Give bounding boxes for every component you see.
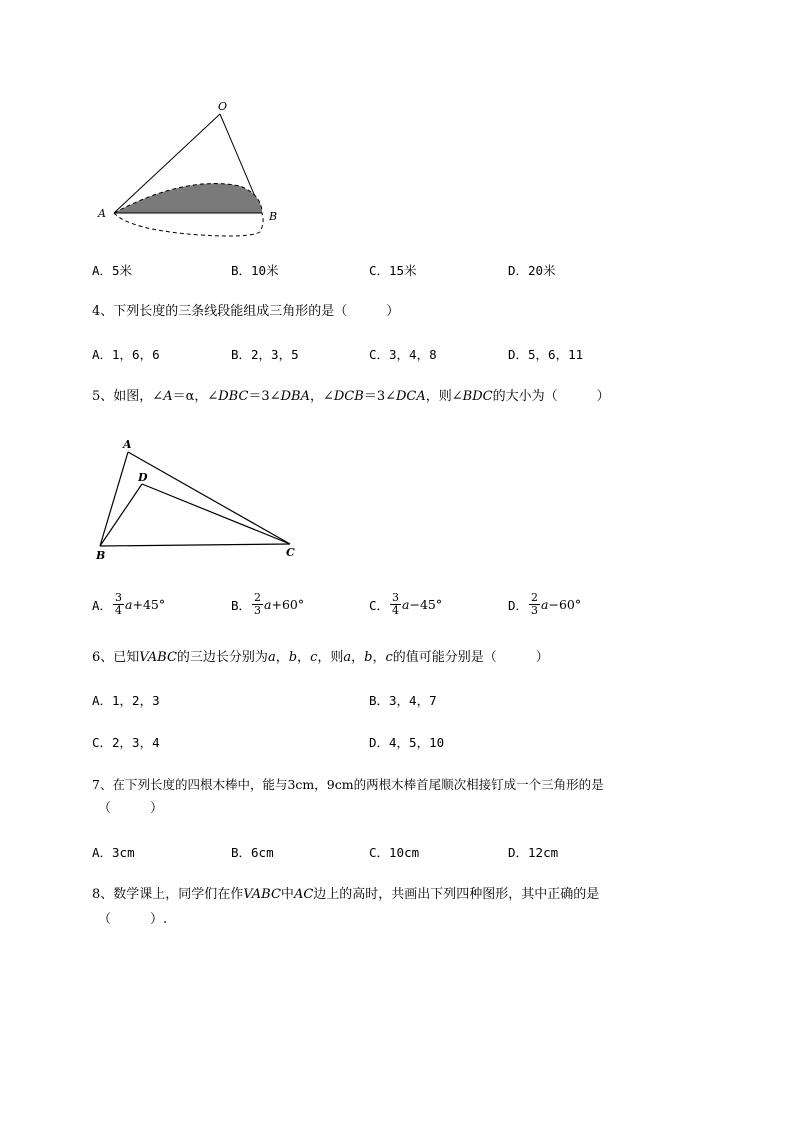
q6-stem: 6、已知VABC的三边长分别为a，b，c，则a，b，c的值可能分别是（ ）: [92, 650, 549, 665]
q4-option-d[interactable]: D．5，6，11: [508, 347, 584, 362]
shaded-region: [114, 184, 262, 213]
q7-stem-line1: 7、在下列长度的四根木棒中，能与3cm，9cm的两根木棒首尾顺次相接钉成一个三角形的是: [92, 777, 604, 792]
q4-option-b[interactable]: B．2，3，5: [231, 347, 299, 362]
label-b2: B: [96, 549, 106, 562]
q7-stem-line2: （ ）: [98, 801, 164, 816]
q5-option-a[interactable]: A． $\frac{3}{4}$ a +45°: [92, 591, 166, 617]
label-c: C: [286, 546, 295, 559]
label-a2: A: [123, 438, 132, 451]
figure-triangle-oab: [90, 100, 290, 245]
q6-option-b[interactable]: B．3，4，7: [369, 693, 437, 708]
q3-option-b[interactable]: B．10米: [231, 263, 279, 278]
q7-option-b[interactable]: B．6cm: [231, 845, 274, 860]
q6-option-c[interactable]: C．2，3，4: [92, 735, 160, 750]
q7-option-a[interactable]: A．3cm: [92, 845, 135, 860]
q6-option-a[interactable]: A．1，2，3: [92, 693, 160, 708]
q4-stem: 4、下列长度的三条线段能组成三角形的是（ ）: [92, 304, 400, 319]
q7-option-c[interactable]: C．10cm: [369, 845, 420, 860]
label-o: O: [218, 100, 228, 113]
label-a: A: [98, 207, 106, 220]
figure-triangle-abc: [90, 432, 305, 567]
q5-option-b[interactable]: B． $\frac{2}{3}$ a +60°: [231, 591, 305, 617]
q4-option-c[interactable]: C．3，4，8: [369, 347, 437, 362]
q3-option-a[interactable]: A．5米: [92, 263, 133, 278]
q3-option-c[interactable]: C．15米: [369, 263, 417, 278]
q5-stem: 5、如图，∠A＝α，∠DBC＝3∠DBA，∠DCB＝3∠DCA，则∠BDC的大小为（ ）: [92, 389, 610, 404]
q5-option-c[interactable]: C． $\frac{3}{4}$ a −45°: [369, 591, 443, 617]
label-d: D: [138, 471, 148, 484]
q7-option-d[interactable]: D．12cm: [508, 845, 559, 860]
q3-option-d[interactable]: D．20米: [508, 263, 556, 278]
q4-option-a[interactable]: A．1，6，6: [92, 347, 160, 362]
q8-stem-line2: （ ）.: [98, 912, 168, 927]
q5-option-d[interactable]: D． $\frac{2}{3}$ a −60°: [508, 591, 582, 617]
label-b: B: [269, 210, 278, 223]
q8-stem-line1: 8、数学课上，同学们在作VABC中AC边上的高时，共画出下列四种图形，其中正确的是: [92, 887, 600, 902]
q6-option-d[interactable]: D．4，5，10: [369, 735, 445, 750]
